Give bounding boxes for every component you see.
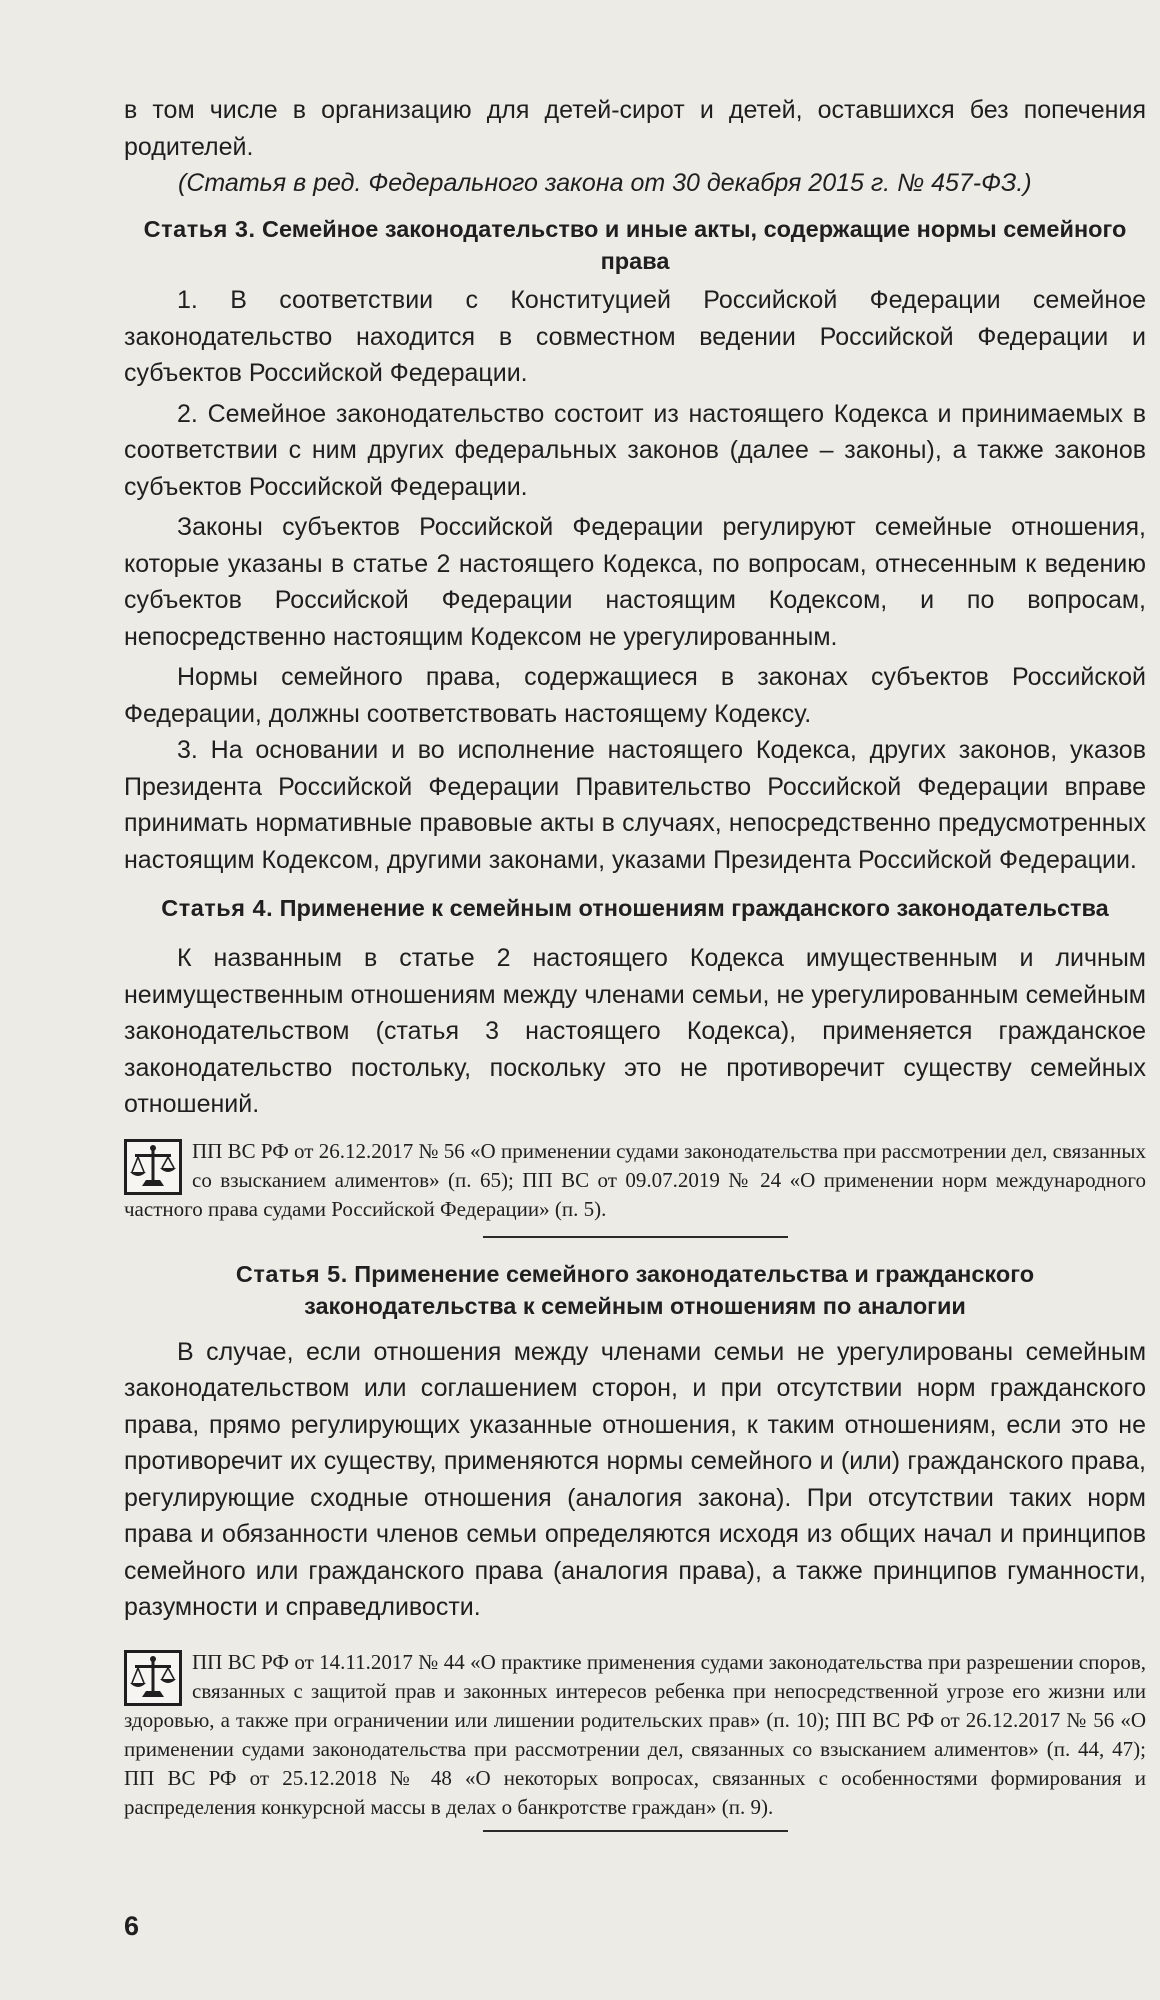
article-3 [124,213,1146,878]
article-3-paragraph: Нормы семейного права, содержащиеся в законах субъектов Российской Федерации, должны соответствовать настоящему Кодексу. [124,663,1146,728]
scales-of-justice-icon [124,1650,182,1706]
article-4-paragraph: К названным в статье 2 настоящего Кодекса имущественным и личным неимущественным отношениям между членами семьи, не урегулированным семейным законодательством (статья 3 настоящего Кодекса), применяется гражданское законодательство постольку, поскольку это не противоречит существу семейных отношений. [124,944,1146,1118]
article-3-paragraph: 2. Семейное законодательство состоит из настоящего Кодекса и принимаемых в соответствии с ним других федеральных законов (далее – законы), а также законов субъектов Российской Федерации. [124,399,1146,501]
article-4-note-text: ПП ВС РФ от 26.12.2017 № 56 «О применении судами законодательства при рассмотрении дел, связанных со взысканием алиментов» (п. 65); ПП ВС от 09.07.2019 № 24 «О применении норм международного частного права судами Российской Федерации» (п. 5). [124,1138,1146,1221]
editorial-note: (Статья в ред. Федерального закона от 30 декабря 2015 г. № 457-ФЗ.) [178,169,1032,197]
scales-of-justice-icon [124,1139,182,1195]
article-3-label: Статья 3. [143,216,256,242]
article-3-heading [124,213,1146,277]
article-3-title: Семейное законодательство и иные акты, содержащие нормы семейного права [262,216,1127,274]
article-3-paragraph: 3. На основании и во исполнение настоящего Кодекса, других законов, указов Президента Российской Федерации Правительство Российской Федерации вправе принимать нормативные правовые акты в случаях, непосредственно предусмотренных настоящим Кодексом, другими законами, указами Президента Российской Федерации. [124,736,1146,874]
article-4-label: Статья 4. [161,895,274,921]
article-5-note-text: ПП ВС РФ от 14.11.2017 № 44 «О практике применения судами законодательства при разрешении споров, связанных с защитой прав и законных интересов ребенка при непосредственной угрозе его жизни или здоровью, а также при ограничении или лишении родительских прав» (п. 10); ПП ВС РФ от 26.12.2017 № 56 «О применении судами законодательства при рассмотрении дел, связанных со взысканием алиментов» (п. 44, 47); ПП ВС РФ от 25.12.2018 № 48 «О некоторых вопросах, связанных с особенностями формирования и распределения конкурсной массы в делах о банкротстве граждан» (п. 9). [124,1649,1146,1819]
article-5-reference-note [124,1648,1146,1822]
article-4-heading [124,892,1146,924]
article-5-heading [124,1258,1146,1322]
page-number: 6 [124,1911,140,1941]
section-divider [483,1830,788,1832]
article-4-reference-note [124,1137,1146,1224]
article-3-paragraph: Законы субъектов Российской Федерации регулируют семейные отношения, которые указаны в статье 2 настоящего Кодекса, по вопросам, отнесенным к ведению субъектов Российской Федерации настоящим Кодексом, и по вопросам, непосредственно настоящим Кодексом не урегулированным. [124,513,1146,651]
article-5 [124,1258,1146,1832]
intro-text: в том числе в организацию для детей-сирот и детей, оставшихся без попечения родителей. [124,96,1146,161]
article-4 [124,892,1146,1238]
section-divider [483,1236,788,1238]
article-5-paragraph: В случае, если отношения между членами семьи не урегулированы семейным законодательством или соглашением сторон, и при отсутствии норм гражданского права, прямо регулирующих указанные отношения, к таким отношениям, если это не противоречит их существу, применяются нормы семейного и (или) гражданского права, регулирующие сходные отношения (аналогия закона). При отсутствии таких норм права и обязанности членов семьи определяются исходя из общих начал и принципов семейного или гражданского права (аналогия права), а также принципов гуманности, разумности и справедливости. [124,1337,1146,1621]
article-4-title: Применение к семейным отношениям гражданского законодательства [279,895,1109,921]
article-5-label: Статья 5. [235,1260,348,1287]
article-3-paragraph: 1. В соответствии с Конституцией Российской Федерации семейное законодательство находится в совместном ведении Российской Федерации и субъектов Российской Федерации. [124,286,1146,387]
article-5-title: Применение семейного законодательства и гражданского законодательства к семейным отношениям по аналогии [304,1260,1035,1319]
